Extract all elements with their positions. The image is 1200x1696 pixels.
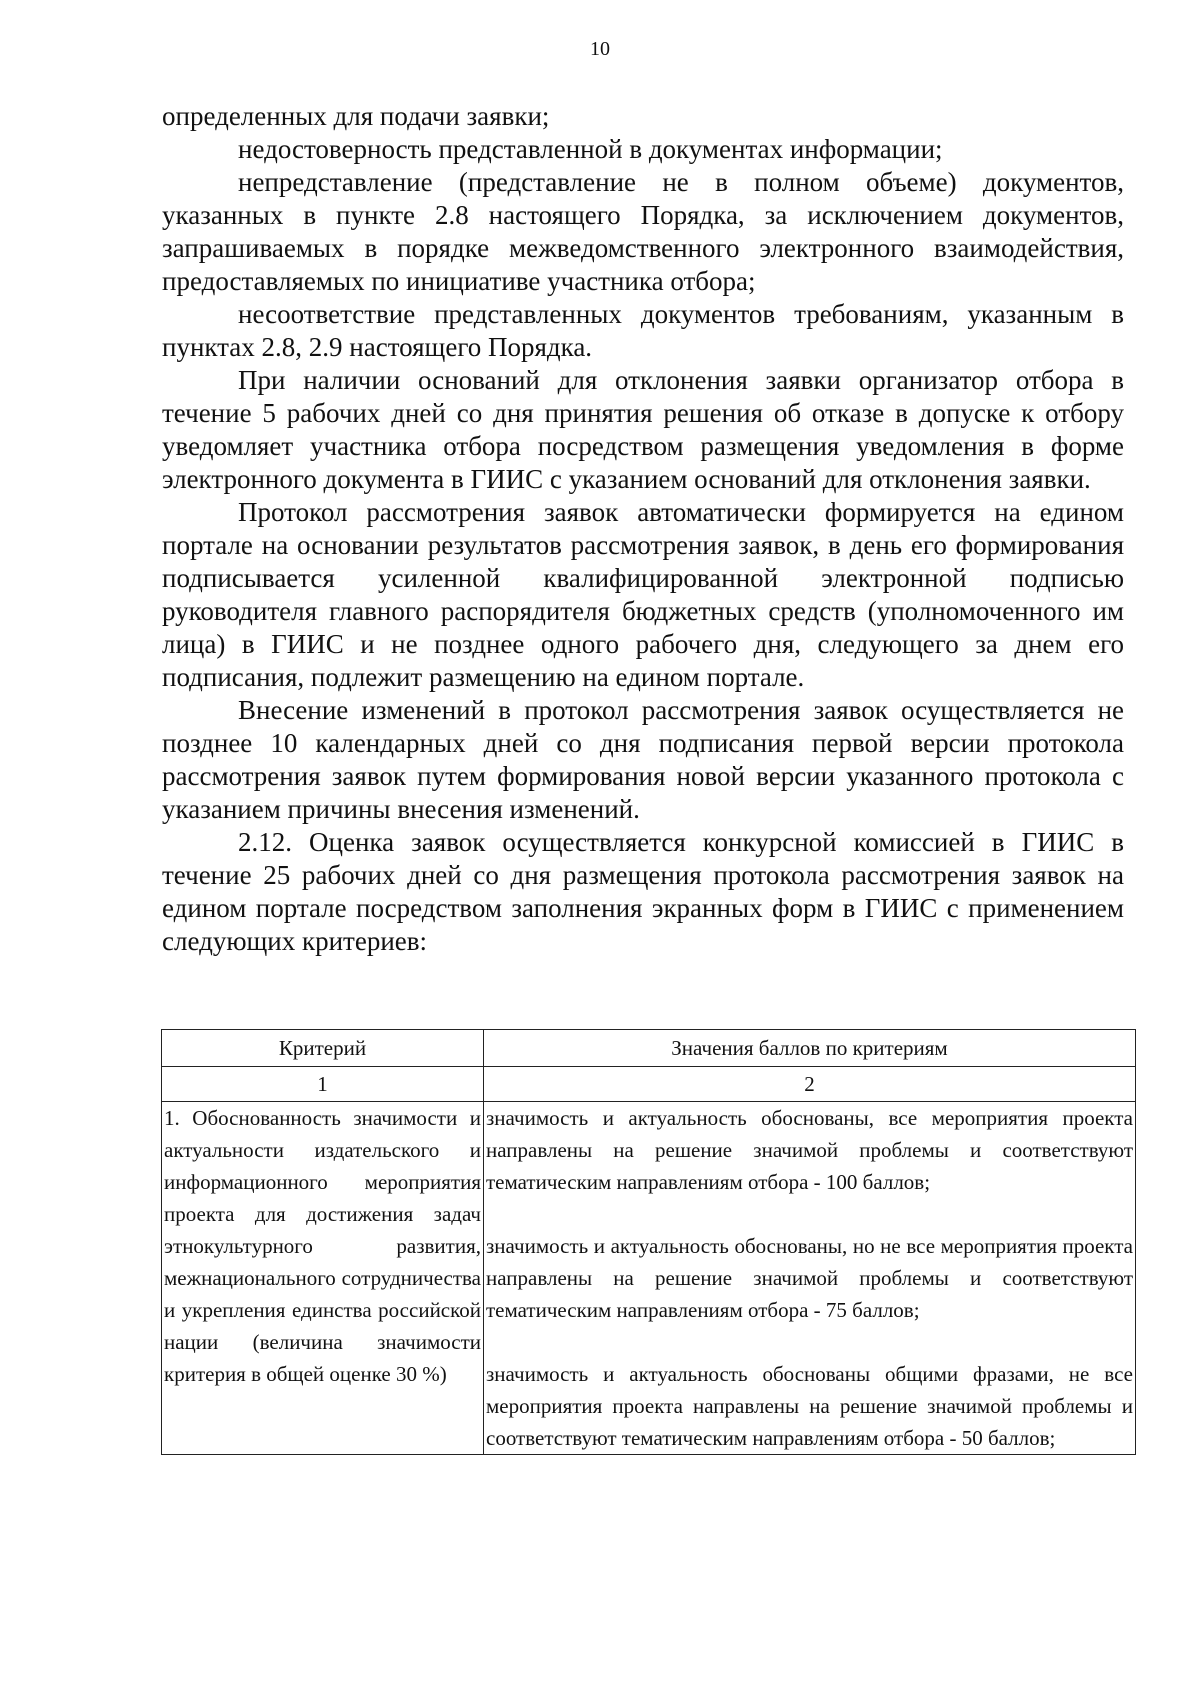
score-option: значимость и актуальность обоснованы, но не все мероприятия проекта направлены на решение значимой проблемы и соответствуют тематическим направлениям отбора - 75 баллов; — [486, 1234, 1133, 1322]
column-number-1: 1 — [162, 1067, 484, 1102]
paragraph: непредставление (представление не в полном объеме) документов, указанных в пункте 2.8 настоящего Порядка, за исключением документов, запрашиваемых в порядке межведомственного электронного взаимодействия, предоставляемых по инициативе участника отбора; — [162, 167, 1124, 296]
column-number-2: 2 — [484, 1067, 1136, 1102]
header-values: Значения баллов по критериям — [484, 1030, 1136, 1067]
paragraph: При наличии оснований для отклонения заявки организатор отбора в течение 5 рабочих дней со дня принятия решения об отказе в допуске к отбору уведомляет участника отбора посредством размещения уведомления в форме электронного документа в ГИИС с указанием оснований для отклонения заявки. — [162, 365, 1124, 494]
paragraph: несоответствие представленных документов требованиям, указанным в пунктах 2.8, 2.9 настоящего Порядка. — [162, 299, 1124, 362]
paragraph: 2.12. Оценка заявок осуществляется конкурсной комиссией в ГИИС в течение 25 рабочих дней со дня размещения протокола рассмотрения заявок на едином портале посредством заполнения экранных форм в ГИИС с применением следующих критериев: — [162, 827, 1124, 956]
paragraph: недостоверность представленной в документах информации; — [238, 134, 943, 164]
paragraph: Протокол рассмотрения заявок автоматически формируется на едином портале на основании результатов рассмотрения заявок, в день его формирования подписывается усиленной квалифицированной электронной подписью руководителя главного распорядителя бюджетных средств (уполномоченного им лица) в ГИИС и не позднее одного рабочего дня, следующего за днем его подписания, подлежит размещению на едином портале. — [162, 497, 1124, 692]
score-option: значимость и актуальность обоснованы общими фразами, не все мероприятия проекта направлены на решение значимой проблемы и соответствуют тематическим направлениям отбора - 50 баллов; — [486, 1362, 1133, 1450]
header-criterion: Критерий — [162, 1030, 484, 1067]
values-cell — [484, 1102, 1136, 1455]
table-column-numbers-row — [162, 1067, 1136, 1102]
score-option: значимость и актуальность обоснованы, все мероприятия проекта направлены на решение значимой проблемы и соответствуют тематическим направлениям отбора - 100 баллов; — [486, 1106, 1133, 1194]
page-number: 10 — [590, 38, 610, 60]
paragraph: определенных для подачи заявки; — [162, 101, 550, 131]
body-text — [162, 100, 1124, 958]
paragraph: Внесение изменений в протокол рассмотрения заявок осуществляется не позднее 10 календарных дней со дня подписания первой версии протокола рассмотрения заявок путем формирования новой версии указанного протокола с указанием причины внесения изменений. — [162, 695, 1124, 824]
criteria-table — [161, 1029, 1136, 1455]
criterion-cell: 1. Обоснованность значимости и актуальности издательского и информационного мероприятия проекта для достижения задач этнокультурного развития, межнационального сотрудничества и укрепления единства российской нации (величина значимости критерия в общей оценке 30 %) — [162, 1102, 484, 1455]
table-row — [162, 1102, 1136, 1455]
table-header-row — [162, 1030, 1136, 1067]
